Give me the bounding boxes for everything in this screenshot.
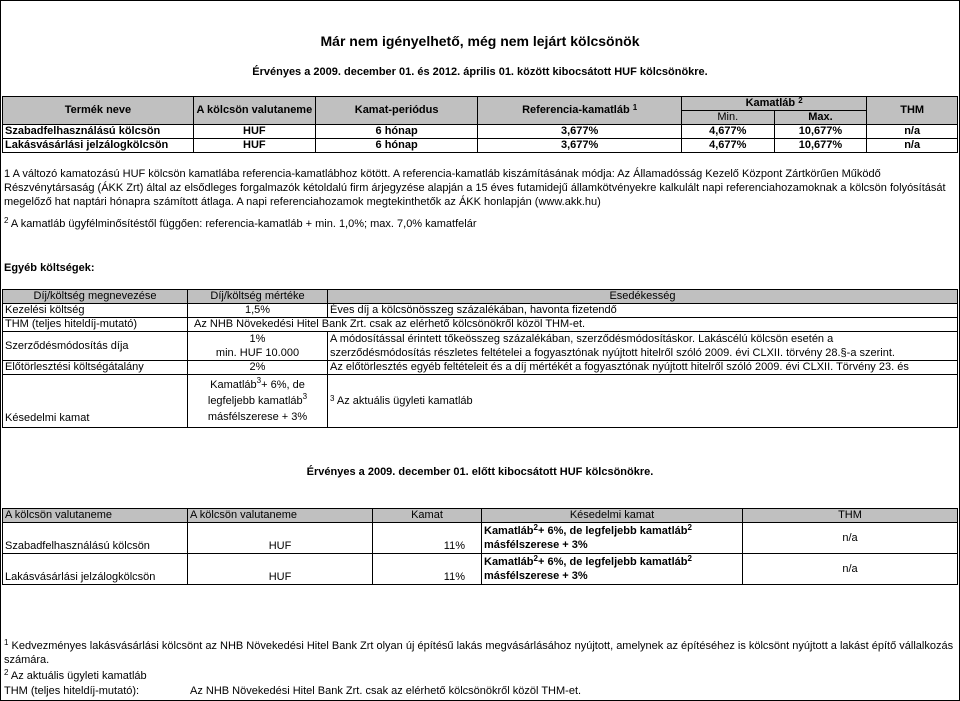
costs-table (2, 289, 958, 428)
cost-amount-modification: 1% min. HUF 10.000 (188, 332, 328, 361)
validity-subtitle-2: Érvényes a 2009. december 01. előtt kibocsátott HUF kölcsönökre. (306, 466, 654, 478)
costs-header-due: Esedékesség (328, 290, 958, 304)
row2-currency: HUF (193, 139, 315, 153)
header-product: Termék neve (3, 97, 194, 125)
cost-amount-handling: 1,5% (188, 304, 328, 318)
legacy-row2-currency: HUF (188, 554, 373, 585)
footnote-current-rate: $^2$ Az aktuális ügyleti kamatláb (4, 668, 147, 682)
row1-period: 6 hónap (315, 125, 478, 139)
costs-header-name: Díj/költség megnevezése (3, 290, 188, 304)
cost-amount-thm: Az NHB Növekedési Hitel Bank Zrt. csak az elérhető kölcsönökről közöl THM-et. (188, 318, 958, 332)
legacy-header-currency-1: A kölcsön valutaneme (3, 509, 188, 523)
cost-name-modification: Szerződésmódosítás díja (3, 332, 188, 361)
row2-max: 10,677% (774, 139, 867, 153)
cost-name-prepayment: Előtörlesztési költségátalány (3, 361, 188, 375)
header-min: Min. (681, 111, 774, 125)
cost-name-thm: THM (teljes hiteldíj-mutató) (3, 318, 188, 332)
other-costs-title: Egyéb költségek: (4, 262, 95, 274)
row2-product: Lakásvásárlási jelzálogkölcsön (3, 139, 194, 153)
row1-reference: 3,677% (478, 125, 682, 139)
rates-table-current (2, 96, 958, 153)
legacy-row2-product: Lakásvásárlási jelzálogkölcsön (3, 554, 188, 585)
legacy-row1-currency: HUF (188, 523, 373, 554)
cost-due-prepayment: Az előtörlesztés egyéb feltételeit és a díj mértékét a fogyasztónak nyújtott hitelről szóló 2009. évi CLXII. Törvény 23. és (328, 361, 958, 375)
legacy-row1-thm: n/a (743, 523, 958, 554)
header-max: Max. (774, 111, 867, 125)
legacy-row2-late: Kamatláb$^2$+ 6%, de legfeljebb kamatláb$^2$ másfélszerese + 3% (482, 554, 743, 585)
footnote-reference-rate: 1 A változó kamatozású HUF kölcsön kamatlába referencia-kamatlábhoz kötött. A referencia-kamatláb kiszámításának módja: Az Államadósság Kezelő Központ Zártkörűen Működő Részvénytársaság (ÁKK Zrt) által az elsődleges forgalmazók kétoldalú firm árjegyzése alapján a 15 éves futamidejű államkötvényekre kalkulált napi referenciahozamoknak a kölcsön folyósítását megelőző hat naptári hónapra számított átlaga. A napi referenciahozamok megtekinthetők az ÁKK honlapján (www.akk.hu) (4, 168, 946, 208)
row2-reference: 3,677% (478, 139, 682, 153)
legacy-row2-thm: n/a (743, 554, 958, 585)
legacy-header-currency-2: A kölcsön valutaneme (188, 509, 373, 523)
legacy-header-thm: THM (743, 509, 958, 523)
cost-name-handling: Kezelési költség (3, 304, 188, 318)
legacy-row2-rate: 11% (373, 554, 482, 585)
row1-currency: HUF (193, 125, 315, 139)
row1-min: 4,677% (681, 125, 774, 139)
legacy-row1-late: Kamatláb$^2$+ 6%, de legfeljebb kamatláb$^2$ másfélszerese + 3% (482, 523, 743, 554)
row1-max: 10,677% (774, 125, 867, 139)
validity-subtitle-1: Érvényes a 2009. december 01. és 2012. április 01. között kibocsátott HUF kölcsönökre. (252, 66, 708, 78)
legacy-header-late: Késedelmi kamat (482, 509, 743, 523)
cost-due-late-interest: $^3$ Az aktuális ügyleti kamatláb (328, 375, 958, 428)
legacy-header-rate: Kamat (373, 509, 482, 523)
costs-header-amount: Díj/költség mértéke (188, 290, 328, 304)
row1-thm: n/a (867, 125, 958, 139)
page-title: Már nem igényelhető, még nem lejárt kölcsönök (320, 33, 640, 49)
legacy-row1-product: Szabadfelhasználású kölcsön (3, 523, 188, 554)
row1-product: Szabadfelhasználású kölcsön (3, 125, 194, 139)
cost-due-handling: Éves díj a kölcsönösszeg százalékában, havonta fizetendő (328, 304, 958, 318)
header-thm: THM (867, 97, 958, 125)
cost-amount-late-interest: Kamatláb$^3$+ 6%, de legfeljebb kamatláb$^3$ másfélszerese + 3% (188, 375, 328, 428)
footnote-thm: THM (teljes hiteldíj-mutató): Az NHB Növekedési Hitel Bank Zrt. csak az elérhető kölcsönökről közöl THM-et. (4, 685, 582, 697)
rates-table-legacy (2, 508, 958, 585)
legacy-row1-rate: 11% (373, 523, 482, 554)
header-rate: Kamatláb $^2$ (681, 97, 866, 111)
row2-min: 4,677% (681, 139, 774, 153)
row2-thm: n/a (867, 139, 958, 153)
footnote-discounted-loan: $^1$ Kedvezményes lakásvásárlási kölcsönt az NHB Növekedési Hitel Bank Zrt olyan új építésű lakás megvásárlásához nyújtott, amelynek az építéséhez is kölcsönt nyújtott a lakást építő vállalkozás számára. (4, 638, 954, 666)
header-period: Kamat-periódus (315, 97, 478, 125)
cost-due-modification: A módosítással érintett tőkeösszeg százalékában, szerződésmódosításkor. Lakáscélú kölcsön esetén a szerződésmódosítás részletes feltételei a fogyasztónak nyújtott hitelről szóló 2009. évi CLXII. törvény 28.§-a szerint. (328, 332, 958, 361)
header-currency: A kölcsön valutaneme (193, 97, 315, 125)
cost-name-late-interest: Késedelmi kamat (3, 375, 188, 428)
footnote-rate-range: $^2$ A kamatláb ügyfélminősítéstől függően: referencia-kamatláb + min. 1,0%; max. 7,0% kamatfelár (4, 216, 477, 230)
header-reference: Referencia-kamatláb $^1$ (478, 97, 682, 125)
cost-amount-prepayment: 2% (188, 361, 328, 375)
row2-period: 6 hónap (315, 139, 478, 153)
